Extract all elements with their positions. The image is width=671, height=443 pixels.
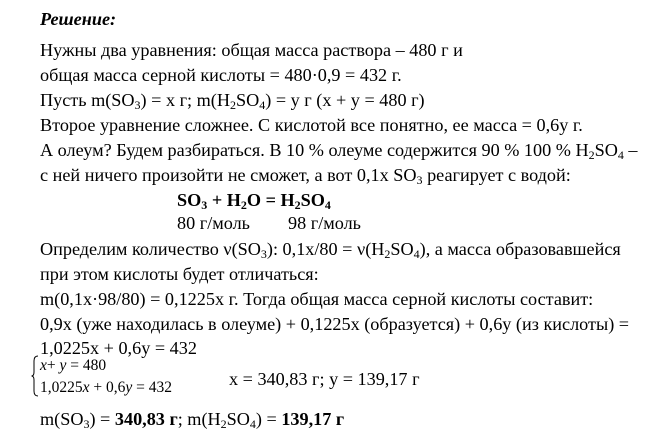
text-line-3: Пусть $m(SO_3) = x$ г; $m(H_2SO_4) = y$ г (x + y = 480 г) bbox=[40, 90, 425, 112]
text-line-10: 0,9x (уже находилась в олеуме) + 0,1225x (образуется) + 0,6y (из кислоты) = bbox=[40, 314, 630, 334]
text-line-7: Определим количество $\nu(SO_3)$: $0,1x/80 = \nu(H_2SO_4)$, а масса образовавшейся bbox=[40, 239, 621, 261]
molar-mass-h2so4: 98 г/моль bbox=[288, 213, 361, 233]
text-line-1: Нужны два уравнения: общая масса раствора – 480 г и bbox=[40, 40, 463, 60]
text-line-2: общая масса серной кислоты = 480·0,9 = 432 г. bbox=[40, 65, 402, 85]
text-line-6: с ней ничего произойти не сможет, а вот 0,1x $SO_3$ реагирует с водой: bbox=[40, 165, 571, 187]
text-line-5: А олеум? Будем разбираться. В 10 % олеуме содержится 90 % 100 % $H_2SO_4$ – bbox=[40, 140, 638, 162]
text-line-8: при этом кислоты будет отличаться: bbox=[40, 264, 319, 284]
final-answer: $m(SO_3) = 340,83$ г; $m(H_2SO_4) = 139,17$ г bbox=[40, 409, 345, 431]
molar-mass-so3: 80 г/моль bbox=[177, 213, 250, 233]
system-equation-2: 1,0225x + 0,6y = 432 bbox=[40, 379, 173, 396]
text-line-4: Второе уравнение сложнее. С кислотой все понятно, ее масса = 0,6y г. bbox=[40, 115, 583, 135]
system-equation-1: x+ y = 480 bbox=[40, 357, 107, 374]
text-line-11: 1,0225x + 0,6y = 432 bbox=[40, 338, 197, 358]
solution-heading: Решение: bbox=[40, 9, 117, 29]
text-line-9: m(0,1x·98/80) = 0,1225x г. Тогда общая масса серной кислоты составит: bbox=[40, 289, 594, 309]
reaction-equation: $SO_3 + H_2O = H_2SO_4$ bbox=[177, 190, 331, 212]
system-brace bbox=[31, 355, 39, 397]
solution-xy: x = 340,83 г; y = 139,17 г bbox=[229, 369, 420, 389]
